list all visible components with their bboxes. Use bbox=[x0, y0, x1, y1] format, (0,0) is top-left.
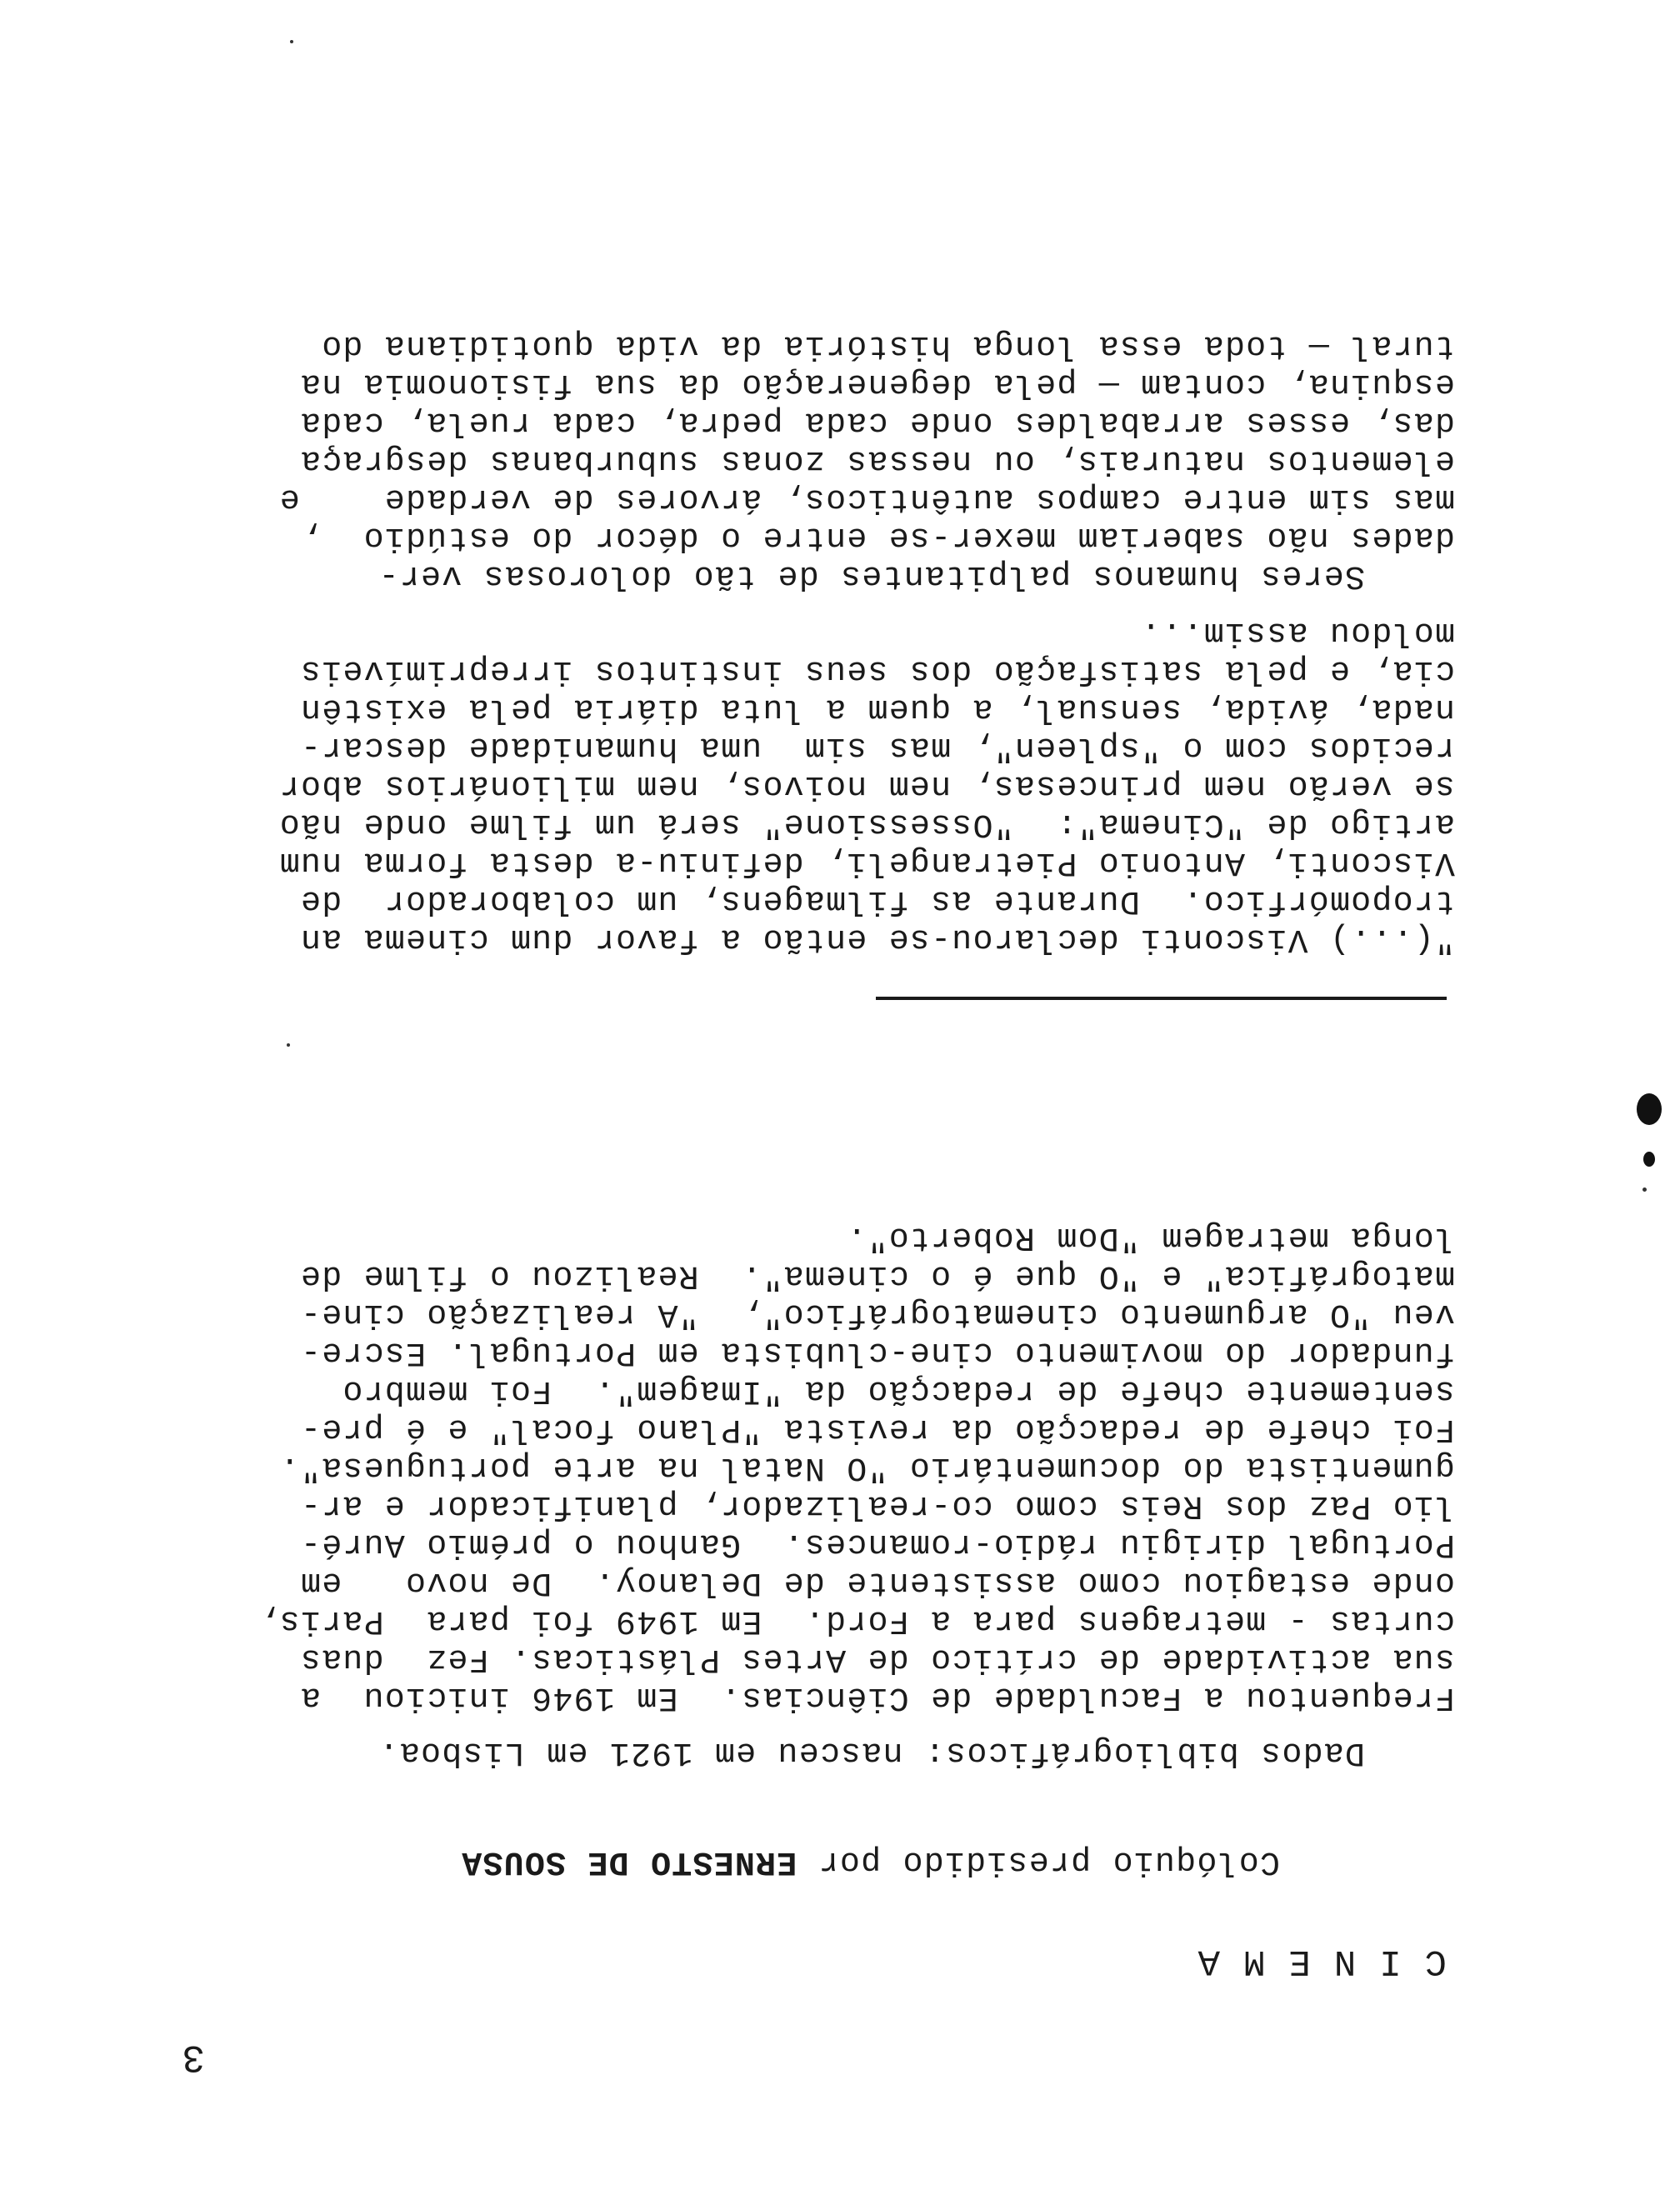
bio-line-5: onde estagiou como assistente de Delanoy. De novo em bbox=[299, 1563, 1455, 1601]
quote-line-6: recidos com o "spleen", mas sim uma humanidade descar- bbox=[299, 728, 1455, 766]
bio-line-12: veu "O argumento cinematográfico", "A realização cine- bbox=[299, 1295, 1455, 1332]
divider-rule bbox=[876, 997, 1447, 1000]
chair-line bbox=[461, 1842, 1280, 1880]
quote-line-9: moldou assim... bbox=[1139, 613, 1455, 651]
quote-line-2: tropomórfico. Durante as filmagens, um colaborador de bbox=[299, 882, 1455, 919]
bio-line-7: lio Paz dos Reis como co-realizador, planificador e ar- bbox=[299, 1487, 1455, 1524]
bio-line-2: Frequentou a Faculdade de Ciências. Em 1946 iniciou a bbox=[299, 1678, 1455, 1716]
bio-line-4: curtas - metragens para a Ford. Em 1949 foi para Paris, bbox=[258, 1602, 1455, 1639]
ink-blot-small bbox=[1643, 1152, 1655, 1167]
bio-line-14: longa metragem "Dom Roberto". bbox=[846, 1218, 1455, 1256]
bio-line-6: Portugal dirigiu rádio-romances. Ganhou o prémio Auré- bbox=[299, 1525, 1455, 1562]
quote-line-3: Visconti, Antonio Pietrangeli, definiu-a desta forma num bbox=[278, 843, 1455, 881]
quote-line-1: "(...) Visconti declarou-se então a favor dum cinema an bbox=[299, 920, 1455, 958]
quote-line-8: cia, e pela satisfação dos seus instintos irreprimíveis bbox=[299, 652, 1455, 689]
chair-name: ERNESTO DE SOUSA bbox=[461, 1842, 798, 1880]
quote-line-4: artigo de "Cinema": "Ossessione" será um filme onde não bbox=[278, 805, 1455, 842]
quote-line-5: se verão nem princesas, nem noivos, nem milionários abor bbox=[278, 767, 1455, 804]
quote2-line-1: Seres humanos palpitantes de tão dolorosas ver- bbox=[378, 557, 1365, 594]
quote2-line-3: mas sim entre campos autênticos, árvores de verdade e bbox=[278, 480, 1455, 518]
ink-speck bbox=[290, 40, 293, 43]
ink-speck bbox=[1642, 1188, 1647, 1192]
ink-speck bbox=[287, 1043, 290, 1047]
quote2-line-2: dades não saberiam mexer-se entre o décor do estúdio , bbox=[299, 518, 1455, 556]
bio-line-3: sua actividade de crítico de Artes Plásticas. Fez duas bbox=[299, 1640, 1455, 1678]
bio-line-8: gumentista do documentário "O Natal na arte portuguesa". bbox=[278, 1448, 1455, 1486]
page-number: 3 bbox=[182, 2035, 205, 2078]
bio-line-13: matográfica" e "O que é o cinema". Realizou o filme de bbox=[299, 1257, 1455, 1294]
bio-line-10: sentemente chefe de redacção da "Imagem". Foi membro bbox=[342, 1372, 1455, 1409]
quote2-line-6: esquina, contam — pela degeneração da sua fisionomia na bbox=[299, 365, 1455, 402]
quote2-line-7: tural — toda essa longa história da vida quotidiana do bbox=[320, 327, 1455, 364]
ink-blot bbox=[1637, 1093, 1662, 1125]
bio-line-11: fundador do movimento cine-clubista em Portugal. Escre- bbox=[299, 1333, 1455, 1371]
bio-line-9: Foi chefe de redacção da revista "Plano focal" e é pre- bbox=[299, 1410, 1455, 1448]
section-title: CINEMA bbox=[1174, 1940, 1447, 1982]
quote2-line-5: das, esses arrabaldes onde cada pedra, cada ruela, cada bbox=[299, 403, 1455, 441]
bio-line-1: Dados bibliográficos: nasceu em 1921 em Lisboa. bbox=[378, 1733, 1365, 1771]
quote2-line-4: elementos naturais, ou nessas zonas suburbanas desgraça bbox=[299, 442, 1455, 479]
chair-prefix: Colóquio presidido por bbox=[797, 1842, 1280, 1880]
quote-line-7: nada, ávida, sensual, a quem a luta diária pela existên bbox=[299, 690, 1455, 728]
